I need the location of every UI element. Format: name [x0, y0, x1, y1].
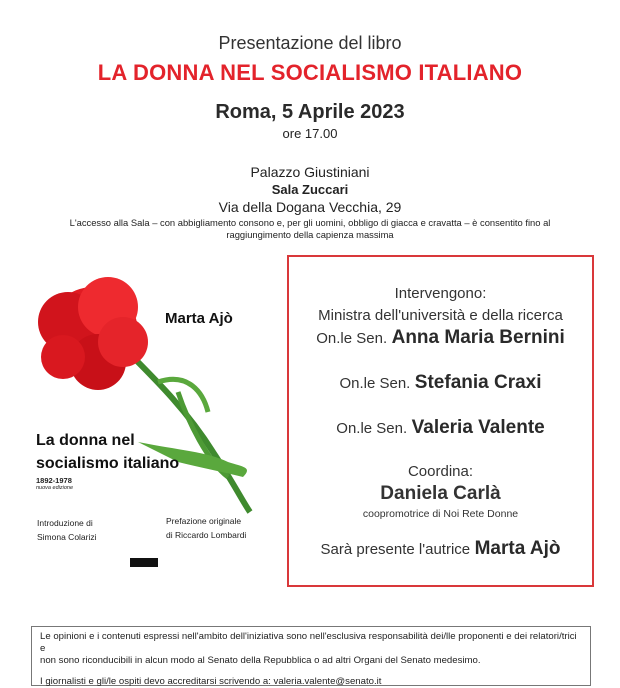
event-time: ore 17.00 [282, 126, 338, 141]
coordinator-name: Daniela Carlà [380, 483, 501, 504]
speaker-name: Valeria Valente [411, 417, 545, 438]
pretitle: Presentazione del libro [218, 33, 402, 53]
book-intro-name: Simona Colarizi [37, 532, 97, 542]
author-present [289, 538, 592, 560]
accreditation-line: I giornalisti e gli/le ospiti devo accreditarsi scrivendo a: valeria.valente@senato.it [40, 676, 382, 687]
book-intro: Introduzione di [37, 518, 93, 528]
event-title: LA DONNA NEL SOCIALISMO ITALIANO [97, 60, 523, 85]
speaker-3 [289, 417, 592, 439]
speakers-heading: Intervengono: [394, 285, 487, 302]
disclaimer-box [31, 626, 591, 686]
coord-heading: Coordina: [407, 463, 474, 480]
speaker-name: Stefania Craxi [414, 372, 542, 393]
room: Sala Zuccari [271, 182, 349, 197]
speaker-role: Ministra dell'università e della ricerca [318, 307, 563, 324]
access-note-2: raggiungimento della capienza massima [226, 229, 394, 240]
venue: Palazzo Giustiniani [250, 164, 370, 180]
coordinator-role: coopromotrice di Noi Rete Donne [362, 508, 519, 520]
author-present-label: Sarà presente l'autrice [320, 541, 471, 558]
publisher-logo [130, 558, 158, 567]
book-title-2: socialismo italiano [36, 455, 180, 472]
access-note: L'accesso alla Sala – con abbigliamento consono e, per gli uomini, obbligo di giacca e cravatta – è consentito fino al [69, 217, 551, 228]
speaker-name: Anna Maria Bernini [391, 327, 565, 348]
speaker-2 [289, 372, 592, 394]
book-title-1: La donna nel [36, 432, 135, 449]
book-cover [28, 262, 278, 574]
speaker-prefix: On.le Sen. [339, 375, 411, 392]
book-preface-name: di Riccardo Lombardi [166, 530, 247, 540]
book-years: 1892-1978 [36, 476, 72, 485]
book-author: Marta Ajò [165, 310, 233, 327]
disclaimer-line: non sono riconducibili in alcun modo al Senato della Repubblica o ad altri Organi del Senato medesimo. [40, 655, 481, 666]
speaker-prefix: On.le Sen. [336, 420, 408, 437]
disclaimer-line: Le opinioni e i contenuti espressi nell'ambito dell'iniziativa sono nell'esclusiva responsabilità dei/lle proponenti e dei relatori/trici e [40, 631, 577, 654]
author-name: Marta Ajò [474, 538, 561, 559]
book-edition: nuova edizione [36, 485, 74, 491]
address: Via della Dogana Vecchia, 29 [218, 199, 402, 215]
speakers-box [287, 255, 594, 587]
speaker-1 [289, 327, 592, 349]
speaker-prefix: On.le Sen. [316, 330, 388, 347]
event-date: Roma, 5 Aprile 2023 [215, 101, 405, 123]
book-preface: Prefazione originale [166, 516, 242, 526]
